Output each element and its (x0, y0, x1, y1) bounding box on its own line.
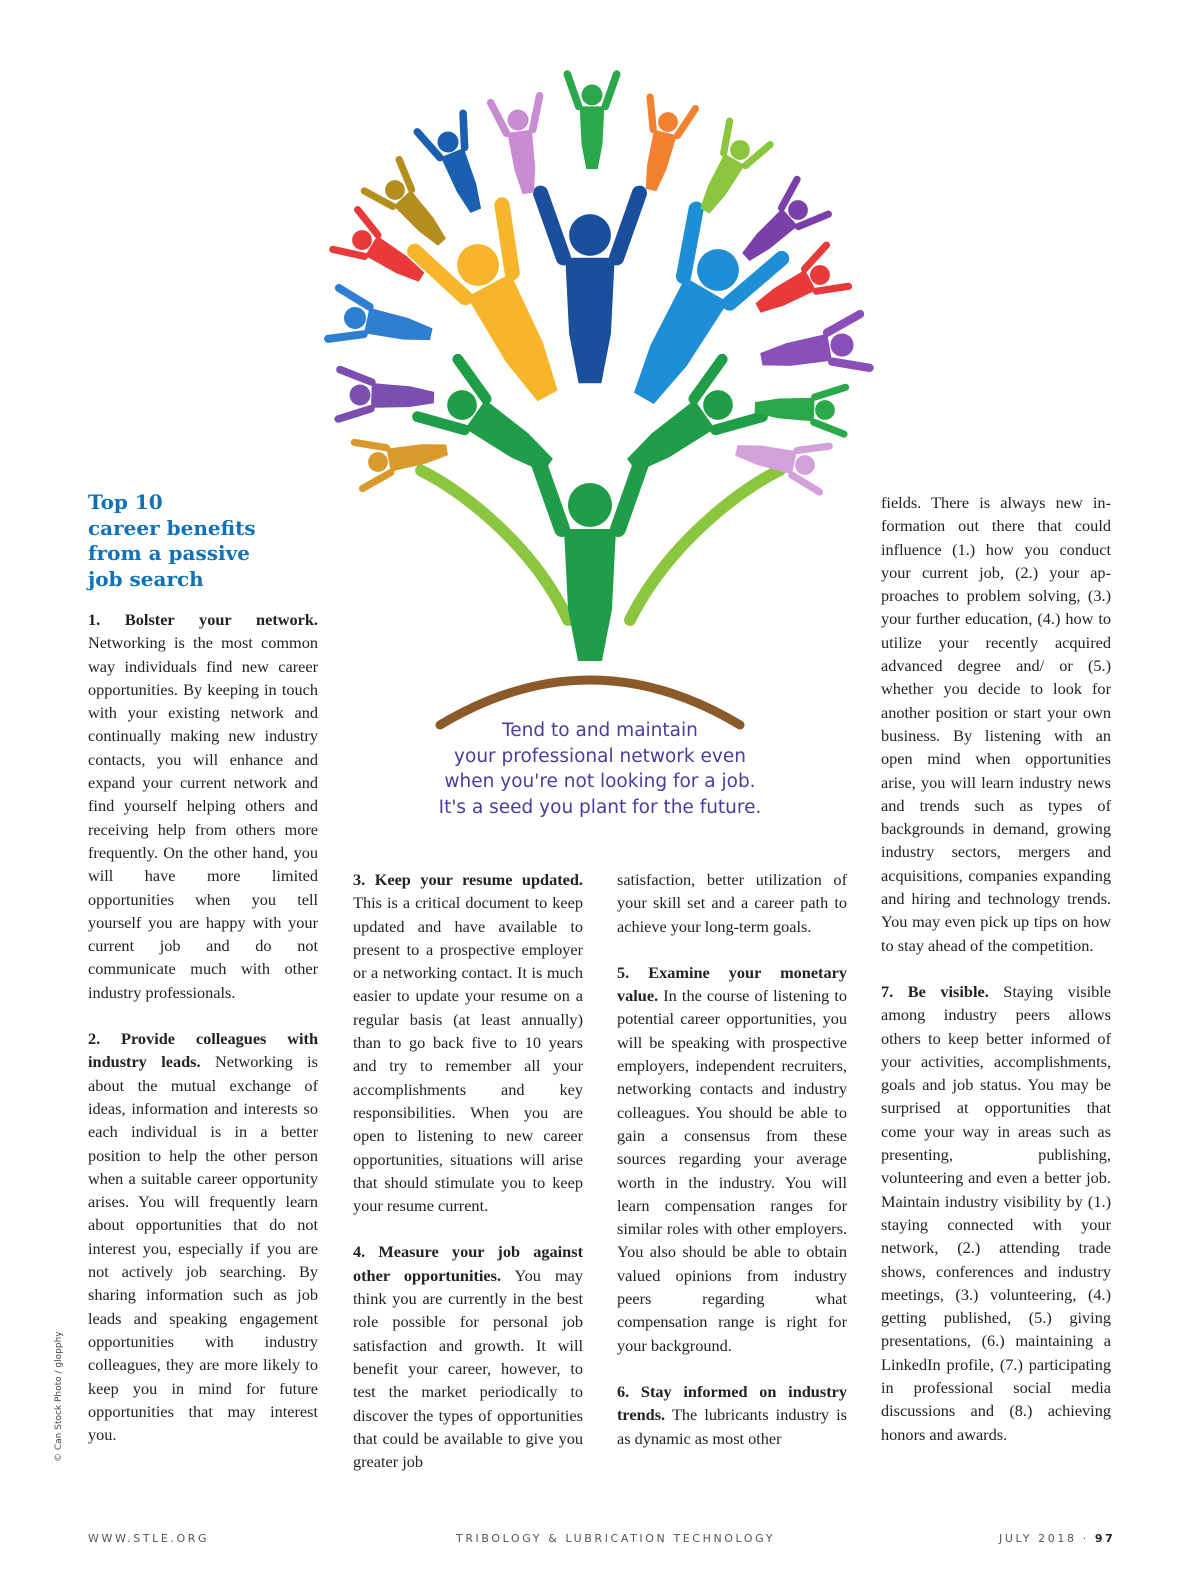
person-figure (731, 428, 829, 492)
list-item-continued: fields. There is always new information out there that could influence (1.) how you conduct your current job, (2.) your approaches to problem solving, (3.) your further education, (4.) how to utilize your recently acquired advanced degree and/ or (5.) whether you decide to look for another position or start your own business. By listening with an open mind when opportunities arise, you will learn industry news and trends such as types of backgrounds in demand, growing industry sectors, mergers and acquisitions, companies expanding and hiring and technology trends. You may even pick up tips on how to stay ahead of the competition. (881, 493, 1111, 955)
list-item (881, 980, 1111, 1446)
footer-date: JULY 2018 (999, 1532, 1077, 1545)
list-item (617, 1380, 847, 1450)
item-heading: 2. Provide colleagues with industry leads. (88, 1029, 318, 1072)
column-2 (353, 868, 583, 1473)
item-body: The lubricants industry is as dynamic as most other (617, 1405, 848, 1448)
item-heading: 6. Stay informed on industry trends. (617, 1381, 847, 1425)
list-item (353, 868, 583, 1217)
sidebar-title-line: job search (88, 566, 204, 591)
footer-separator: · (1082, 1532, 1089, 1545)
footer-date-page (999, 1532, 1115, 1545)
sidebar-title-line: Top 10 (88, 490, 163, 514)
person-figure (328, 288, 437, 360)
item-heading: 5. Examine your monetary value. (617, 962, 847, 1006)
caption-line: Tend to and maintain (502, 720, 698, 741)
person-figure (541, 193, 640, 383)
list-item-continued: satisfaction, better utilization of your skill set and a career path to achieve your long-term goals. (617, 870, 847, 936)
item-heading: 1. Bolster your network. (88, 610, 318, 629)
person-figure (628, 97, 695, 196)
column-3 (617, 868, 847, 1450)
person-figure (417, 113, 498, 220)
caption-line: It's a seed you plant for the future. (438, 796, 762, 818)
people-tree-icon (300, 60, 900, 740)
sidebar-title-line: career benefits (88, 515, 256, 540)
page-number: 97 (1094, 1532, 1116, 1545)
photo-credit: © Can Stock Photo / glopphy (54, 1331, 64, 1462)
item-body: This is a critical document to keep updated and have available to present to a prospective employer or a networking contact. It is much easier to update your resume on a regular basis (at least annually) than to go back five to 10 years and try to remember all your accomplishments and key responsibilities. When you are open to listening to new career opportunities, situations will arise that should stimulate you to keep your resume current. (353, 893, 583, 1216)
column-4 (881, 491, 1111, 1469)
list-item (88, 608, 318, 1004)
illustration-caption (420, 718, 780, 820)
list-item (88, 1027, 318, 1446)
item-heading: 4. Measure your job against other opportunities. (353, 1242, 583, 1285)
person-figure (491, 96, 553, 197)
item-body: Networking is about the mutual exchange of ideas, information and interests so each individual is in a better position to help the other person when a suitable career opportunity arises. You will frequently learn about opportunities that do not interest you, especially if you are not actively job searching. By sharing information such as job leads and speaking engagement opportunities with industry colleagues, they are more likely to keep you in mind for future opportunities that may interest you. (88, 1052, 318, 1445)
person-figure (567, 74, 616, 169)
person-figure (747, 245, 848, 329)
list-item (353, 1240, 583, 1473)
caption-line: your professional network even (454, 745, 746, 767)
item-body: Networking is the most common way individuals find new career opportunities. By keeping in touch with your existing network and continually making new industry contacts, you will enhance and expand your current network and find yourself helping others and receiving help from others more frequently. On the other hand, you will have more limited opportunities when you tell yourself you are happy with your current job and do not communicate much with other industry professionals. (88, 633, 318, 1002)
item-body: Staying visible among industry peers allows others to keep better informed of your activities, accomplishments, goals and job status. You may be surprised at opportunities that come your way in areas such as presenting, publishing, volunteering and even a better job. Maintain industry visibility by (1.) staying connected with your network, (2.) attending trade shows, conferences and industry meetings, (3.) volunteering, (4.) getting published, (5.) giving presentations, (6.) maintaining a LinkedIn profile, (7.) participating in professional social media discussions and (8.) achieving honors and awards. (881, 981, 1111, 1444)
item-heading: 3. Keep your resume updated. (353, 870, 583, 889)
sidebar-title (88, 490, 308, 592)
person-figure (538, 461, 642, 661)
item-body: In the course of listening to potential career opportunities, you will be speaking with prospective employers, independent recruiters, networking contacts and industry colleagues. You should be able to gain a consensus from these sources regarding your average worth in the industry. You will learn compensation ranges for similar roles with other employers. You also should be able to obtain valued opinions from industry peers regarding what compensation range is right for your background. (617, 986, 847, 1355)
branch-right (630, 470, 780, 620)
caption-line: when you're not looking for a job. (444, 771, 756, 792)
person-figure (757, 314, 870, 386)
item-heading: 7. Be visible. (881, 981, 989, 1001)
footer-website: WWW.STLE.ORG (88, 1532, 210, 1545)
person-figure (754, 384, 846, 434)
list-item (617, 961, 847, 1357)
footer-publication: TRIBOLOGY & LUBRICATION TECHNOLOGY (456, 1532, 776, 1545)
column-1 (88, 608, 318, 1469)
item-body: You may think you are currently in the best role possible for personal job satisfaction and growth. It will benefit your career, however, to test the market periodically to discover the types of opportunities that could be available to give you greater job (353, 1265, 583, 1472)
sidebar-title-line: from a passive (88, 541, 250, 565)
